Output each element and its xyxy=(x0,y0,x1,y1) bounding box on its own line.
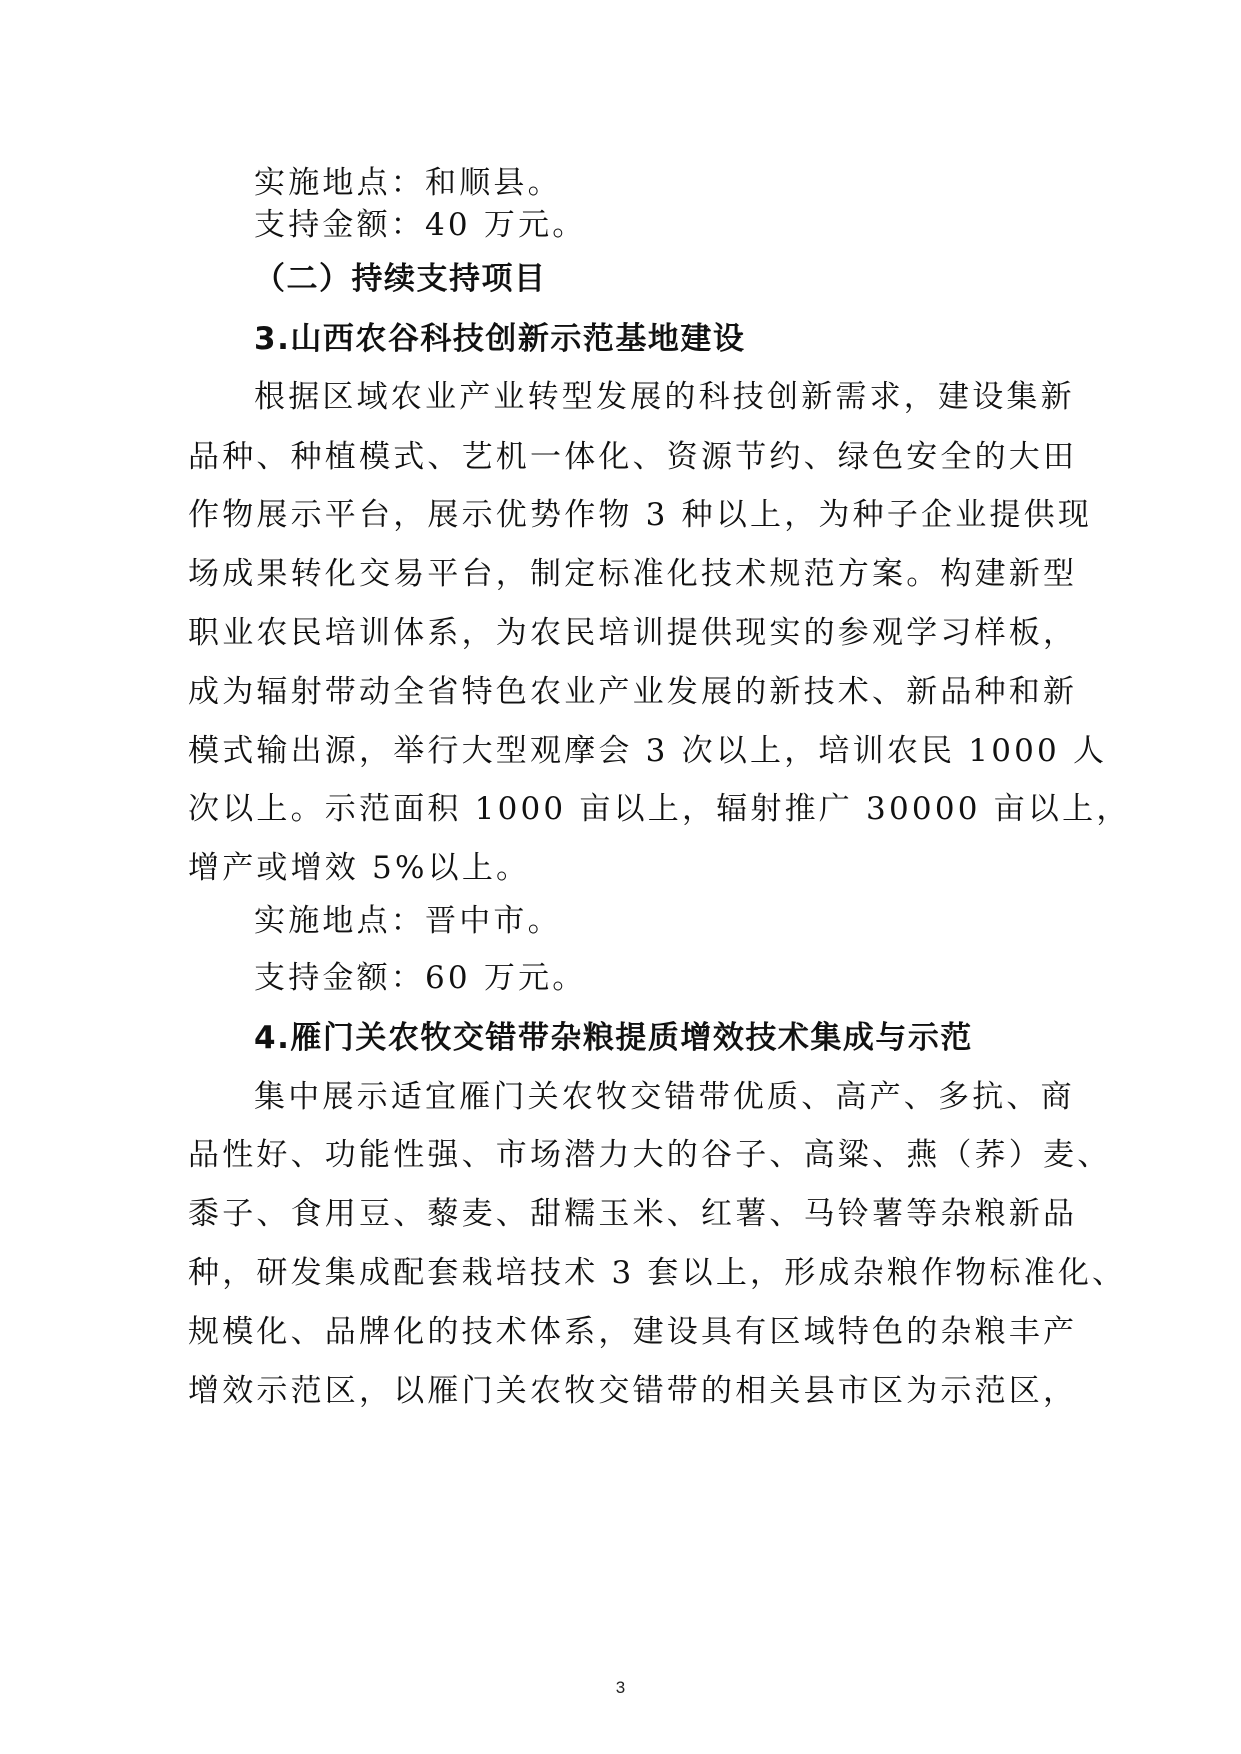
project-3-body-line: 作物展示平台，展示优势作物 3 种以上，为种子企业提供现 xyxy=(188,497,1093,533)
project-4-body-line: 品性好、功能性强、市场潜力大的谷子、高粱、燕（荞）麦、 xyxy=(188,1137,1112,1173)
section-heading-continuing-projects: （二）持续支持项目 xyxy=(254,261,547,297)
project-3-body-line: 模式输出源，举行大型观摩会 3 次以上，培训农民 1000 人 xyxy=(188,733,1108,769)
implementation-location-3: 实施地点：晋中市。 xyxy=(254,903,562,939)
project-4-body-line: 集中展示适宜雁门关农牧交错带优质、高产、多抗、商 xyxy=(254,1079,1075,1115)
project-3-body-line: 成为辐射带动全省特色农业产业发展的新技术、新品种和新 xyxy=(188,674,1078,710)
project-3-body-line: 品种、种植模式、艺机一体化、资源节约、绿色安全的大田 xyxy=(188,439,1078,475)
project-3-title: 3.山西农谷科技创新示范基地建设 xyxy=(254,321,746,357)
project-4-body-line: 规模化、品牌化的技术体系，建设具有区域特色的杂粮丰产 xyxy=(188,1314,1078,1350)
project-3-body-line: 根据区域农业产业转型发展的科技创新需求，建设集新 xyxy=(254,379,1075,415)
project-3-body-line: 次以上。示范面积 1000 亩以上，辐射推广 30000 亩以上， xyxy=(188,791,1131,827)
project-3-body-line: 职业农民培训体系，为农民培训提供现实的参观学习样板， xyxy=(188,615,1078,651)
support-amount-1: 支持金额：40 万元。 xyxy=(254,207,587,243)
project-4-body-line: 增效示范区，以雁门关农牧交错带的相关县市区为示范区， xyxy=(188,1373,1078,1409)
page-number: 3 xyxy=(615,1678,626,1697)
project-3-body-line: 场成果转化交易平台，制定标准化技术规范方案。构建新型 xyxy=(188,556,1078,592)
implementation-location-1: 实施地点：和顺县。 xyxy=(254,165,562,201)
project-3-body-line: 增产或增效 5%以上。 xyxy=(188,850,531,886)
project-4-body-line: 黍子、食用豆、藜麦、甜糯玉米、红薯、马铃薯等杂粮新品 xyxy=(188,1196,1078,1232)
project-4-body-line: 种，研发集成配套栽培技术 3 套以上，形成杂粮作物标准化、 xyxy=(188,1255,1127,1291)
project-4-title: 4.雁门关农牧交错带杂粮提质增效技术集成与示范 xyxy=(254,1020,973,1056)
support-amount-3: 支持金额：60 万元。 xyxy=(254,960,587,996)
